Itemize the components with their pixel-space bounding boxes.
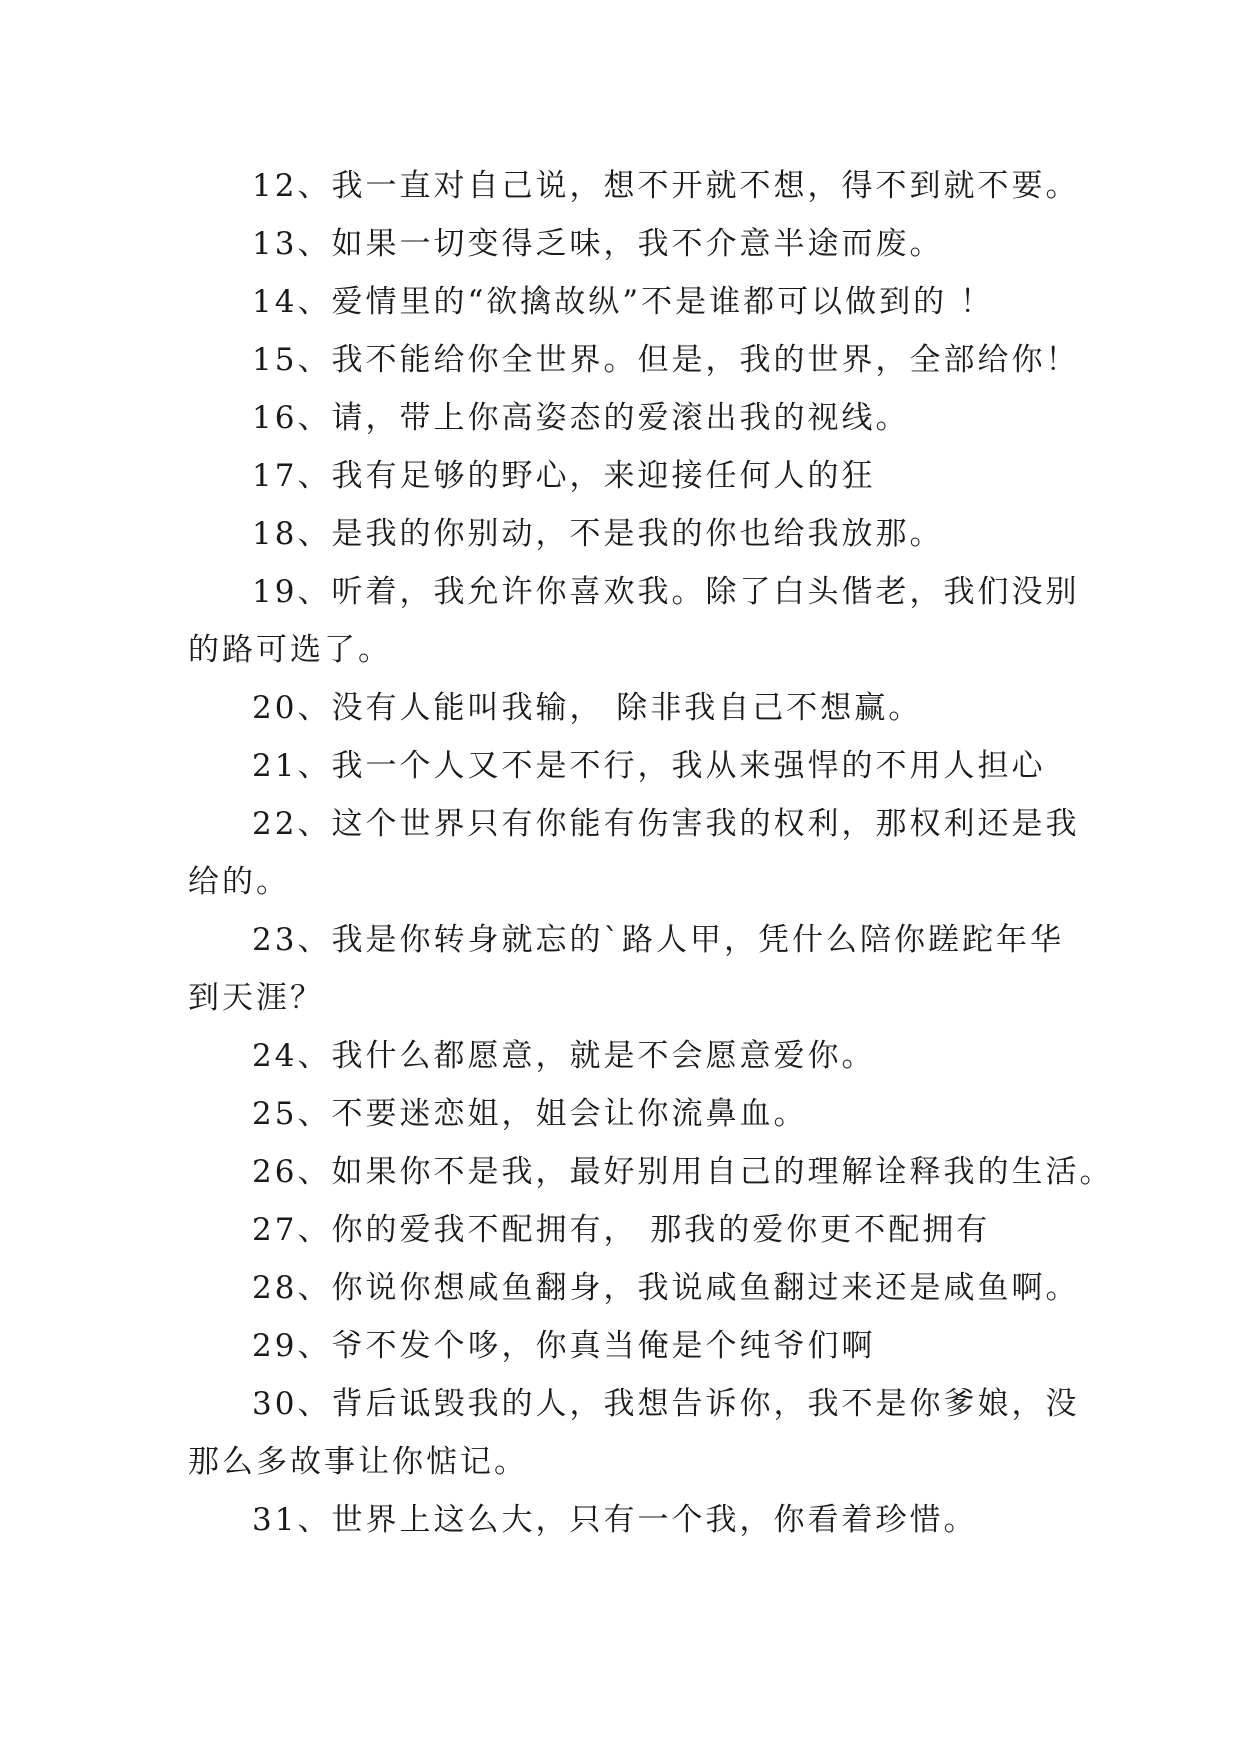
list-item: 26、如果你不是我，最好别用自己的理解诠释我的生活。	[252, 1154, 1114, 1190]
list-item-continuation: 给的。	[188, 864, 290, 900]
list-item-continuation: 那么多故事让你惦记。	[188, 1444, 528, 1480]
list-item: 15、我不能给你全世界。但是，我的世界，全部给你！	[252, 342, 1080, 378]
list-item: 23、我是你转身就忘的`路人甲，凭什么陪你蹉跎年华	[252, 922, 1064, 958]
list-item: 24、我什么都愿意，就是不会愿意爱你。	[252, 1038, 876, 1074]
list-item-continuation: 到天涯？	[188, 980, 324, 1016]
list-item: 16、请，带上你高姿态的爱滚出我的视线。	[252, 400, 910, 436]
list-item: 30、背后诋毁我的人，我想告诉你，我不是你爹娘，没	[252, 1386, 1080, 1422]
list-item: 17、我有足够的野心，来迎接任何人的狂	[252, 458, 876, 494]
list-item: 27、你的爱我不配拥有， 那我的爱你更不配拥有	[252, 1212, 991, 1248]
list-item: 25、不要迷恋姐，姐会让你流鼻血。	[252, 1096, 808, 1132]
list-item: 29、爷不发个哆，你真当俺是个纯爷们啊	[252, 1328, 876, 1364]
list-item: 18、是我的你别动，不是我的你也给我放那。	[252, 516, 944, 552]
list-item: 14、爱情里的“欲擒故纵”不是谁都可以做到的 ！	[252, 284, 994, 320]
list-item-continuation: 的路可选了。	[188, 632, 392, 668]
list-item: 19、听着，我允许你喜欢我。除了白头偕老，我们没别	[252, 574, 1080, 610]
list-item: 21、我一个人又不是不行，我从来强悍的不用人担心	[252, 748, 1046, 784]
list-item: 13、如果一切变得乏味，我不介意半途而废。	[252, 226, 944, 262]
list-item: 31、世界上这么大，只有一个我，你看着珍惜。	[252, 1502, 978, 1538]
list-item: 20、没有人能叫我输， 除非我自己不想赢。	[252, 690, 923, 726]
list-item: 28、你说你想咸鱼翻身，我说咸鱼翻过来还是咸鱼啊。	[252, 1270, 1080, 1306]
list-item: 22、这个世界只有你能有伤害我的权利，那权利还是我	[252, 806, 1080, 842]
list-item: 12、我一直对自己说，想不开就不想，得不到就不要。	[252, 168, 1080, 204]
